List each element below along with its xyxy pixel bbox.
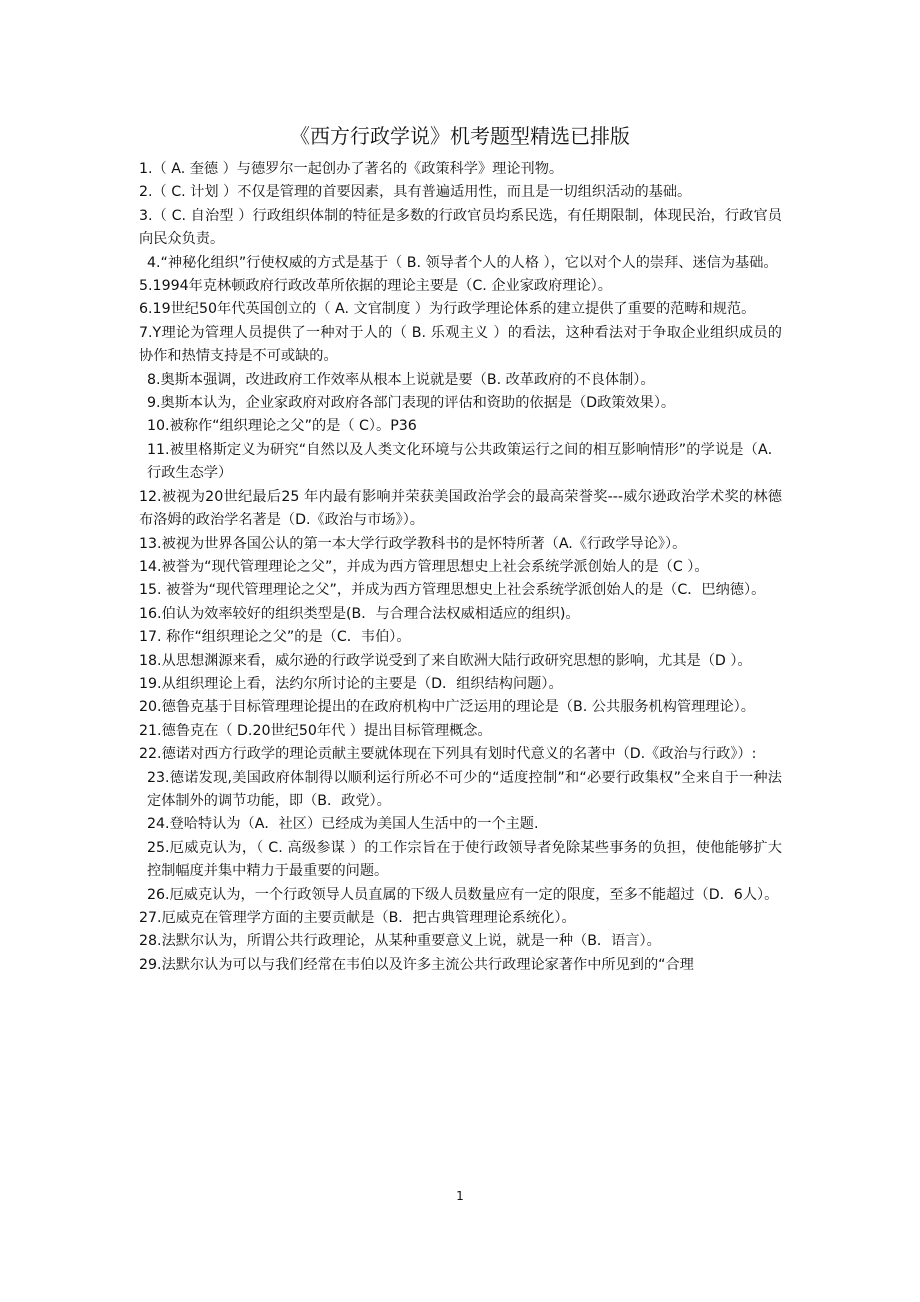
question-item: 16.伯认为效率较好的组织类型是(B．与合理合法权威相适应的组织)。 [139, 605, 580, 622]
question-item: 14.被誉为“现代管理理论之父”，并成为西方管理思想史上社会系统学派创始人的是（C ）。 [139, 558, 709, 575]
question-item: 19.从组织理论上看，法约尔所讨论的主要是（D．组织结构问题）。 [139, 675, 563, 692]
question-item: 5.1994年克林顿政府行政改革所依据的理论主要是（C. 企业家政府理论）。 [139, 278, 612, 295]
question-item: 3.（ C. 自治型 ）行政组织体制的特征是多数的行政官员均系民选，有任期限制，体现民治，行政官员向民众负责。 [139, 207, 782, 248]
document-title: 《西方行政学说》机考题型精选已排版 [290, 124, 630, 148]
question-list [139, 158, 782, 977]
question-item: 22.德诺对西方行政学的理论贡献主要就体现在下列具有划时代意义的名著中（D.《政治与行政》）: [139, 746, 757, 763]
question-item: 15. 被誉为“现代管理理论之父”，并成为西方管理思想史上社会系统学派创始人的是（C．巴纳德）。 [139, 582, 766, 599]
question-item: 9.奥斯本认为，企业家政府对政府各部门表现的评估和资助的依据是（D政策效果）。 [147, 395, 676, 412]
question-item: 1.（ A. 奎德 ）与德罗尔一起创办了著名的《政策科学》理论刊物。 [139, 161, 564, 177]
question-item: 24.登哈特认为（A．社区）已经成为美国人生活中的一个主题. [147, 816, 539, 833]
question-item: 13.被视为世界各国公认的第一本大学行政学教科书的是怀特所著（A.《行政学导论》）。 [139, 535, 687, 552]
question-item: 26.厄威克认为，一个行政领导人员直属的下级人员数量应有一定的限度，至多不能超过（D．6人）。 [147, 886, 779, 903]
question-item: 29.法默尔认为可以与我们经常在韦伯以及许多主流公共行政理论家著作中所见到的“合理 [139, 956, 694, 973]
question-item: 7.Y理论为管理人员提供了一种对于人的（ B. 乐观主义 ）的看法，这种看法对于争取企业组织成员的协作和热情支持是不可或缺的。 [139, 324, 782, 365]
question-item: 2.（ C. 计划 ）不仅是管理的首要因素，具有普遍适用性，而且是一切组织活动的基础。 [139, 184, 692, 201]
page-number: 1 [456, 1189, 464, 1203]
question-item: 4.“神秘化组织”行使权威的方式是基于（ B. 领导者个人的人格 ），它以对个人的崇拜、迷信为基础。 [147, 254, 778, 271]
question-item: 12.被视为20世纪最后25 年内最有影响并荣获美国政治学会的最高荣誉奖---威尔逊政治学术奖的林德布洛姆的政治学名著是（D.《政治与市场》）。 [139, 488, 782, 529]
question-item: 11.被里格斯定义为研究“自然以及人类文化环境与公共政策运行之间的相互影响情形”的学说是（A．行政生态学） [147, 441, 782, 482]
question-item: 17. 称作“组织理论之父”的是（C．韦伯）。 [139, 629, 411, 646]
question-item: 25.厄威克认为，（ C. 高级参谋 ）的工作宗旨在于使行政领导者免除某些事务的负担，使他能够扩大控制幅度并集中精力于最重要的问题。 [147, 839, 782, 880]
question-item: 8.奥斯本强调，改进政府工作效率从根本上说就是要（B. 改革政府的不良体制）。 [147, 371, 655, 388]
question-item: 10.被称作“组织理论之父”的是（ C）。P36 [147, 418, 417, 435]
question-item: 20.德鲁克基于目标管理理论提出的在政府机构中广泛运用的理论是（B. 公共服务机构管理理论）。 [139, 699, 755, 716]
question-item: 28.法默尔认为，所谓公共行政理论，从某种重要意义上说，就是一种（B．语言）。 [139, 933, 661, 950]
question-item: 18.从思想渊源来看，威尔逊的行政学说受到了来自欧洲大陆行政研究思想的影响，尤其是（D ）。 [139, 652, 752, 669]
question-item: 21.德鲁克在（ D.20世纪50年代 ）提出目标管理概念。 [139, 722, 492, 739]
question-item: 23.德诺发现,美国政府体制得以顺利运行所必不可少的“适度控制”和“必要行政集权”全来自于一种法定体制外的调节功能，即（B．政党）。 [147, 769, 782, 809]
question-item: 27.厄威克在管理学方面的主要贡献是（B．把古典管理理论系统化）。 [139, 910, 576, 926]
question-item: 6.19世纪50年代英国创立的（ A. 文官制度 ）为行政学理论体系的建立提供了重要的范畴和规范。 [139, 301, 756, 318]
